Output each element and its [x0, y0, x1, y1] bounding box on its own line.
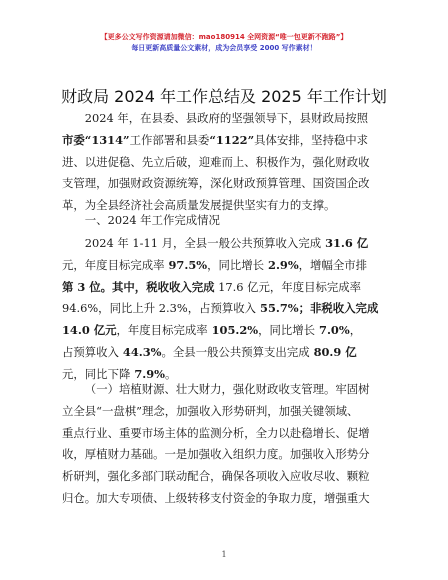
- bold-text: 97.5%: [164, 257, 208, 272]
- text-line: 重点行业、重要市场主体的监测分析，全力以赴稳增长、促增: [62, 425, 370, 440]
- bold-text: 31.6 亿: [321, 236, 369, 250]
- bold-text: “1122”: [209, 132, 255, 147]
- paragraph-stats: [62, 233, 388, 386]
- text-line: 支管理，加强财政资源统筹，深化财政预算管理、国资国企改: [62, 176, 370, 191]
- document-title: 财政局 2024 年工作总结及 2025 年工作计划: [61, 87, 387, 106]
- bold-text: 14.0 亿元: [62, 323, 117, 338]
- section-heading: [62, 210, 388, 232]
- text-line: [62, 298, 388, 320]
- bold-text: 市委“1314”: [62, 132, 130, 147]
- text-line: 进、以进促稳、先立后破，迎难而上、积极作为，强化财政收: [62, 154, 370, 169]
- text-span: 元，同比下降: [62, 366, 131, 381]
- bold-text: 第 3 位。其中，税收收入完成: [62, 279, 215, 294]
- text-line: 归仓。加大专项债、上级转移支付资金的争取力度，增强重大: [62, 490, 370, 505]
- text-span: ，同比增长: [207, 257, 265, 272]
- text-span: ，增幅全市排: [298, 257, 368, 272]
- paragraph-revenue-management: [62, 379, 388, 510]
- text-line: [62, 130, 388, 152]
- text-line: 析研判，强化多部门联动配合，确保各项收入应收尽收、颗粒: [62, 469, 370, 484]
- text-span: ，年度目标完成率: [116, 323, 208, 338]
- paragraph-intro: [62, 108, 388, 217]
- text-span: 具体安排，坚持稳中求: [254, 132, 369, 147]
- text-span: 17.6 亿元，年度目标完成率: [214, 279, 362, 294]
- heading-text: 一、2024 年工作完成情况: [84, 213, 220, 227]
- bold-text: 80.9 亿: [309, 344, 357, 359]
- bold-text: 7.9%: [130, 366, 165, 381]
- bold-text: 55.7%: [256, 301, 299, 316]
- bold-text: ；非税收入完成: [298, 301, 379, 316]
- page-number: 1: [221, 550, 227, 559]
- text-line: [62, 277, 388, 299]
- text-line: 立全县“一盘棋”理念，加强收入形势研判，加强关键领域、: [62, 403, 359, 418]
- text-span: 2024 年 1-11 月，全县一般公共预算收入完成: [84, 236, 322, 250]
- bold-text: 7.0%: [315, 323, 350, 338]
- text-line: 2024 年，在县委、县政府的坚强领导下，县财政局按照: [84, 111, 369, 125]
- text-line: 革，为全县经济社会高质量发展提供坚实有力的支撑。: [62, 198, 336, 213]
- text-line: [62, 342, 388, 364]
- text-line: [62, 320, 388, 342]
- text-span: 占预算收入: [62, 344, 119, 359]
- text-line: [62, 255, 388, 277]
- text-line: 收，厚植财力基础。一是加强收入组织力度。加强收入形势分: [62, 447, 370, 462]
- text-line: [62, 233, 388, 255]
- text-span: 。: [164, 366, 177, 381]
- text-span: ，: [349, 323, 362, 338]
- promo-banner-line-1: 【更多公文写作资源请加微信：mao180914 全网资源“唯一包更新不跑路”】: [100, 33, 348, 41]
- text-span: ，同比增长: [258, 323, 316, 338]
- bold-text: 44.3%: [118, 344, 162, 359]
- text-span: 。全县一般公共预算支出完成: [161, 344, 310, 359]
- promo-banner-line-2: 每日更新高质量公文素材，成为会员享受 2000 写作素材！: [131, 44, 317, 52]
- text-span: 工作部署和县委: [129, 132, 210, 147]
- text-line: （一）培植财源、壮大财力，强化财政收支管理。牢固树: [84, 382, 370, 396]
- bold-text: 2.9%: [264, 257, 299, 272]
- text-span: 元，年度目标完成率: [62, 257, 165, 272]
- text-span: 94.6%，同比上升 2.3%，占预算收入: [62, 301, 257, 316]
- bold-text: 105.2%: [207, 323, 259, 338]
